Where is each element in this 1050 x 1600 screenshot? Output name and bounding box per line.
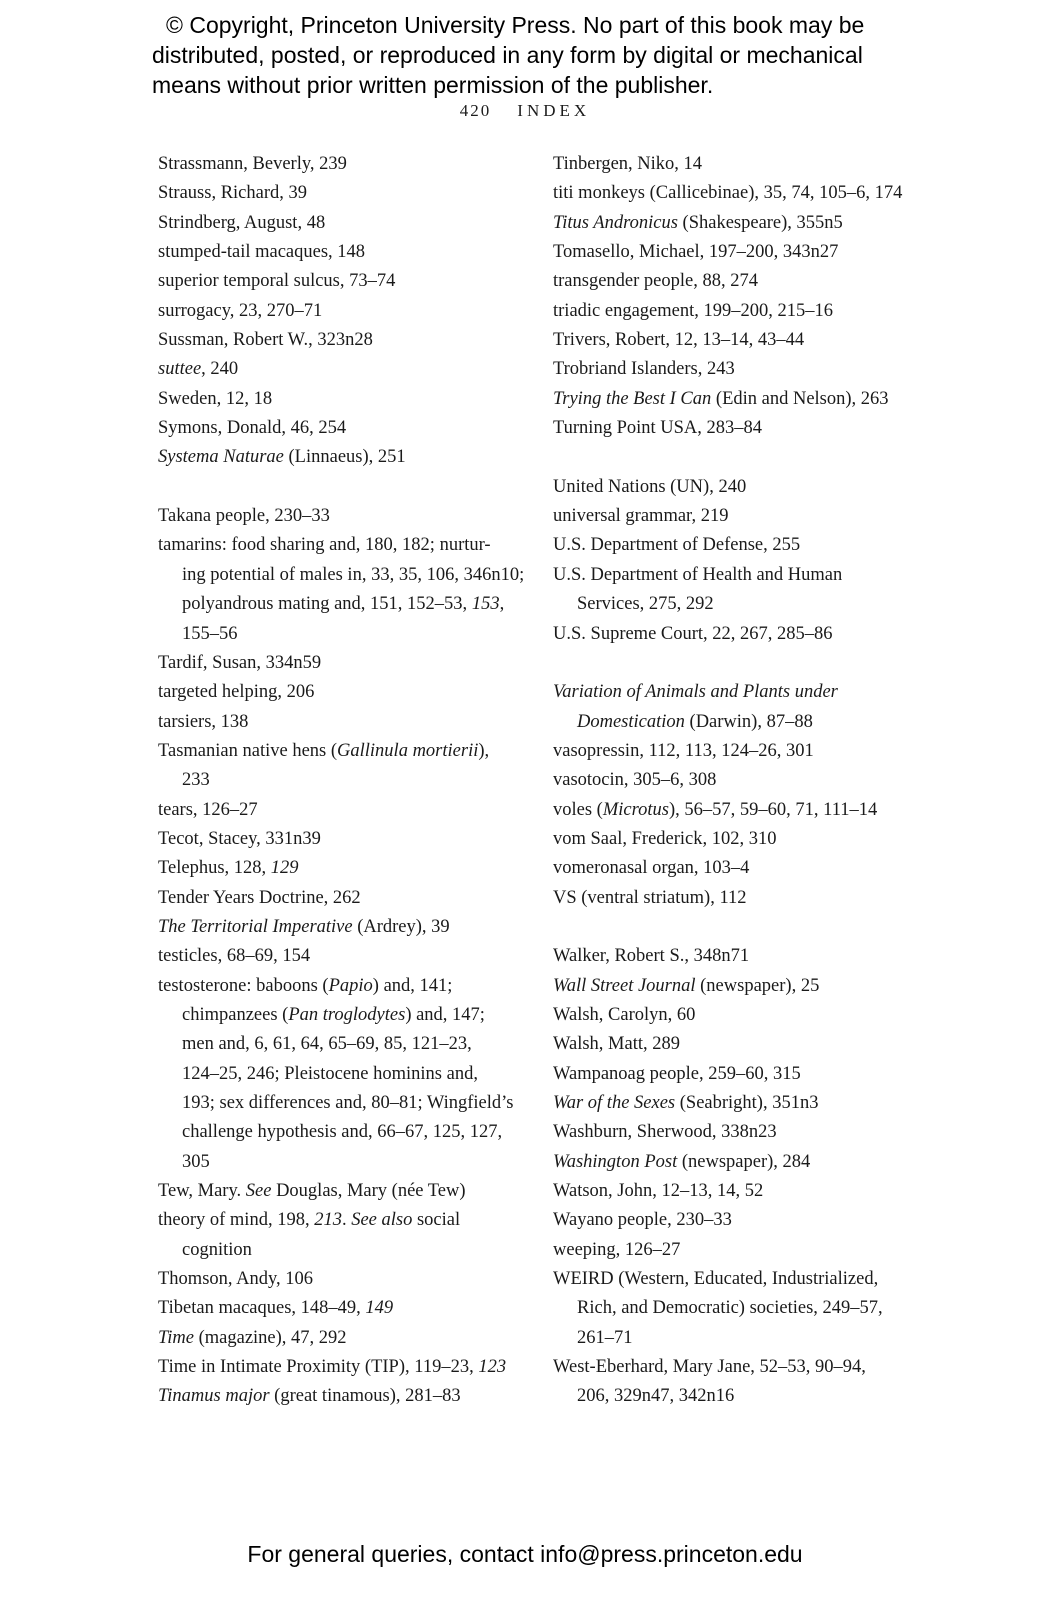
copyright-line-2: distributed, posted, or reproduced in any form by digital or mechanical xyxy=(152,42,863,68)
index-entry-line xyxy=(158,590,550,619)
index-entry-segment: Tibetan macaques, 148–49, xyxy=(158,1298,366,1319)
index-entry-segment: Tender Years Doctrine, 262 xyxy=(158,887,361,908)
index-entry-segment: 124–25, 246; Pleistocene hominins and, xyxy=(182,1063,478,1084)
index-entry-segment: United Nations (UN), 240 xyxy=(553,476,747,497)
index-entry-segment-italic: See also xyxy=(351,1210,413,1231)
index-entry-line xyxy=(553,1030,983,1059)
index-entry-segment: 193; sex differences and, 80–81; Wingfield’s xyxy=(182,1093,514,1113)
index-entry-segment: Trobriand Islanders, 243 xyxy=(553,359,735,380)
index-entry-segment: Takana people, 230–33 xyxy=(158,506,330,527)
index-entry-segment: ) and, 141; xyxy=(372,975,453,996)
index-entry-segment: Walsh, Matt, 289 xyxy=(553,1034,680,1055)
index-entry-line xyxy=(158,355,550,384)
index-entry-segment: Tardif, Susan, 334n59 xyxy=(158,652,322,673)
index-entry-segment: (newspaper), 25 xyxy=(695,975,820,996)
index-entry-segment-italic: The Territorial Imperative xyxy=(158,916,353,937)
index-entry-line xyxy=(158,1353,550,1382)
index-entry-line xyxy=(158,1001,550,1030)
index-entry-segment: Trivers, Robert, 12, 13–14, 43–44 xyxy=(553,330,805,351)
index-entry-line xyxy=(158,708,550,737)
index-entry-segment-italic: Domestication xyxy=(577,711,685,732)
index-entry-line xyxy=(158,414,550,443)
index-entry-segment: challenge hypothesis and, 66–67, 125, 127, xyxy=(182,1122,503,1143)
index-entry-line xyxy=(553,150,983,179)
index-entry-segment: (great tinamous), 281–83 xyxy=(269,1386,461,1407)
index-entry-line xyxy=(158,179,550,208)
index-entry-segment: polyandrous mating and, 151, 152–53, xyxy=(182,594,472,615)
index-entry-line xyxy=(553,1089,983,1118)
index-entry-segment: U.S. Department of Health and Human xyxy=(553,564,843,585)
index-entry-line xyxy=(553,1177,983,1206)
index-entry-line xyxy=(158,766,550,795)
index-entry-segment-italic: 213 xyxy=(314,1210,342,1231)
index-entry-segment-italic: Washington Post xyxy=(553,1151,678,1172)
index-entry-segment-italic: suttee xyxy=(158,359,202,380)
index-entry-line xyxy=(158,1060,550,1089)
index-entry-segment: ) and, 147; xyxy=(405,1004,485,1025)
index-entry-line xyxy=(553,1265,983,1294)
index-entry-segment-italic: Variation of Animals and Plants under xyxy=(553,682,838,703)
index-entry-line xyxy=(158,150,550,179)
index-entry-segment: Tasmanian native hens ( xyxy=(158,740,338,761)
index-entry-segment-italic: War of the Sexes xyxy=(553,1093,676,1113)
index-entry-line xyxy=(158,1324,550,1353)
running-head xyxy=(0,101,1050,121)
index-blank-line xyxy=(553,913,983,942)
index-entry-segment: ing potential of males in, 33, 35, 106, 346n10; xyxy=(182,564,525,585)
index-entry-line xyxy=(158,1177,550,1206)
index-blank-line xyxy=(553,443,983,472)
index-entry-line xyxy=(553,179,983,208)
index-entry-segment: ), 56–57, 59–60, 71, 111–14 xyxy=(668,799,878,820)
index-entry-line xyxy=(158,796,550,825)
index-entry-segment: (newspaper), 284 xyxy=(677,1151,811,1172)
index-entry-segment: 233 xyxy=(182,770,210,791)
index-entry-segment: targeted helping, 206 xyxy=(158,682,315,703)
index-entry-line xyxy=(553,355,983,384)
index-entry-segment: (Shakespeare), 355n5 xyxy=(677,212,843,233)
index-entry-segment: Turning Point USA, 283–84 xyxy=(553,418,763,439)
page-title: INDEX xyxy=(517,101,591,120)
index-entry-line xyxy=(553,414,983,443)
index-entry-line xyxy=(158,1030,550,1059)
index-entry-line xyxy=(553,238,983,267)
index-entry-segment: superior temporal sulcus, 73–74 xyxy=(158,271,396,292)
index-blank-line xyxy=(553,649,983,678)
index-entry-line xyxy=(553,502,983,531)
index-entry-segment: Walker, Robert S., 348n71 xyxy=(553,946,750,967)
index-entry-line xyxy=(553,531,983,560)
index-entry-line xyxy=(158,972,550,1001)
index-entry-line xyxy=(553,766,983,795)
index-entry-segment-italic: Systema Naturae xyxy=(158,447,284,468)
index-entry-segment: 155–56 xyxy=(182,623,238,644)
index-entry-segment: testicles, 68–69, 154 xyxy=(158,946,311,967)
index-entry-line xyxy=(553,1060,983,1089)
index-entry-segment: (magazine), 47, 292 xyxy=(193,1327,347,1348)
index-entry-segment: 206, 329n47, 342n16 xyxy=(577,1386,735,1407)
index-entry-line xyxy=(553,1236,983,1265)
index-entry-line xyxy=(553,620,983,649)
index-entry-segment: . xyxy=(341,1210,352,1231)
index-entry-segment-italic: 149 xyxy=(365,1298,394,1319)
index-entry-segment: Tinbergen, Niko, 14 xyxy=(553,154,703,174)
index-entry-segment: voles ( xyxy=(553,799,603,820)
index-entry-segment: vom Saal, Frederick, 102, 310 xyxy=(553,828,777,849)
index-entry-segment: social xyxy=(412,1210,461,1231)
index-entry-line xyxy=(553,1001,983,1030)
index-entry-line xyxy=(158,1294,550,1323)
index-entry-line xyxy=(553,942,983,971)
index-entry-line xyxy=(553,1118,983,1147)
index-entry-segment: testosterone: baboons ( xyxy=(158,975,329,996)
index-entry-segment-italic: Microtus xyxy=(602,799,669,820)
index-entry-segment: 305 xyxy=(182,1151,210,1172)
index-entry-line xyxy=(158,238,550,267)
index-column-left xyxy=(158,150,550,1412)
index-entry-segment: (Ardrey), 39 xyxy=(352,916,450,937)
index-entry-segment: , xyxy=(499,594,505,615)
index-entry-segment: WEIRD (Western, Educated, Industrialized, xyxy=(553,1269,879,1290)
index-entry-segment: tears, 126–27 xyxy=(158,799,258,820)
index-entry-segment: vasotocin, 305–6, 308 xyxy=(553,770,717,791)
footer-contact: For general queries, contact info@press.princeton.edu xyxy=(247,1541,803,1567)
index-entry-line xyxy=(158,1382,550,1411)
copyright-line-3: means without prior written permission of the publisher. xyxy=(152,72,714,98)
index-entry-segment: Services, 275, 292 xyxy=(577,594,714,615)
index-entry-line xyxy=(553,1294,983,1323)
index-entry-line xyxy=(553,884,983,913)
index-entry-segment-italic: 129 xyxy=(270,858,299,879)
index-entry-line xyxy=(158,854,550,883)
index-entry-line xyxy=(553,385,983,414)
index-entry-line xyxy=(553,561,983,590)
index-entry-segment: (Linnaeus), 251 xyxy=(283,447,406,468)
index-entry-segment: Tomasello, Michael, 197–200, 343n27 xyxy=(553,242,839,263)
page-number: 420 xyxy=(459,101,492,120)
index-entry-segment: Wayano people, 230–33 xyxy=(553,1210,732,1231)
index-entry-line xyxy=(158,267,550,296)
index-entry-line xyxy=(158,1118,550,1147)
index-entry-segment-italic: Gallinula mortierii xyxy=(337,740,479,761)
index-entry-segment: Time in Intimate Proximity (TIP), 119–23, xyxy=(158,1357,479,1378)
index-entry-segment: tamarins: food sharing and, 180, 182; nurtur- xyxy=(158,535,491,556)
copyright-notice xyxy=(152,10,932,100)
index-entry-segment: Strassmann, Beverly, 239 xyxy=(158,154,347,174)
index-entry-segment-italic: Wall Street Journal xyxy=(553,975,696,996)
index-entry-segment: theory of mind, 198, xyxy=(158,1210,315,1231)
index-entry-segment-italic: 123 xyxy=(478,1357,507,1378)
index-entry-line xyxy=(553,854,983,883)
index-entry-line xyxy=(158,385,550,414)
index-entry-line xyxy=(158,502,550,531)
index-entry-line xyxy=(553,297,983,326)
index-entry-line xyxy=(158,942,550,971)
index-entry-segment: 261–71 xyxy=(577,1327,633,1348)
index-entry-line xyxy=(553,825,983,854)
index-entry-segment-italic: Time xyxy=(158,1327,194,1348)
index-entry-line xyxy=(158,297,550,326)
index-entry-line xyxy=(158,531,550,560)
index-entry-line xyxy=(158,1236,550,1265)
index-entry-segment-italic: Trying the Best I Can xyxy=(553,388,712,409)
index-blank-line xyxy=(158,473,550,502)
index-entry-line xyxy=(158,825,550,854)
index-entry-segment: triadic engagement, 199–200, 215–16 xyxy=(553,300,834,321)
index-entry-segment-italic: Tinamus major xyxy=(158,1386,270,1407)
index-entry-segment: Wampanoag people, 259–60, 315 xyxy=(553,1063,801,1084)
index-entry-segment: , 240 xyxy=(201,359,239,380)
index-entry-segment-italic: See xyxy=(245,1181,272,1202)
index-entry-segment: Symons, Donald, 46, 254 xyxy=(158,418,347,439)
index-entry-line xyxy=(158,620,550,649)
index-entry-line xyxy=(553,1353,983,1382)
index-entry-segment-italic: 153 xyxy=(471,594,500,615)
index-entry-segment: universal grammar, 219 xyxy=(553,506,729,527)
index-entry-segment: U.S. Department of Defense, 255 xyxy=(553,535,801,556)
index-entry-line xyxy=(553,1382,983,1411)
index-entry-segment: tarsiers, 138 xyxy=(158,711,249,732)
index-entry-line xyxy=(158,443,550,472)
index-entry-line xyxy=(158,326,550,355)
index-entry-segment: Tew, Mary. xyxy=(158,1181,246,1202)
index-entry-segment: Walsh, Carolyn, 60 xyxy=(553,1004,696,1025)
index-entry-segment-italic: Pan troglodytes xyxy=(288,1004,406,1025)
index-entry-line xyxy=(158,678,550,707)
index-entry-segment: surrogacy, 23, 270–71 xyxy=(158,300,323,321)
index-entry-segment: Watson, John, 12–13, 14, 52 xyxy=(553,1181,764,1202)
index-entry-segment: Washburn, Sherwood, 338n23 xyxy=(553,1122,777,1143)
index-entry-segment: Tecot, Stacey, 331n39 xyxy=(158,828,321,849)
index-entry-segment: cognition xyxy=(182,1239,252,1260)
index-entry-segment: Douglas, Mary (née Tew) xyxy=(271,1181,466,1202)
index-entry-segment: (Seabright), 351n3 xyxy=(675,1093,819,1113)
copyright-line-1: © Copyright, Princeton University Press. No part of this book may be xyxy=(166,12,865,38)
index-entry-line xyxy=(158,1148,550,1177)
index-entry-line xyxy=(158,1089,550,1118)
index-entry-line xyxy=(553,796,983,825)
index-entry-segment: Sweden, 12, 18 xyxy=(158,388,273,409)
index-entry-line xyxy=(158,913,550,942)
index-entry-line xyxy=(553,1324,983,1353)
index-entry-segment: ), xyxy=(478,740,490,761)
index-entry-segment: Telephus, 128, xyxy=(158,858,271,879)
index-entry-segment: vomeronasal organ, 103–4 xyxy=(553,858,750,879)
index-entry-segment: Sussman, Robert W., 323n28 xyxy=(158,330,373,351)
index-entry-line xyxy=(553,473,983,502)
index-entry-segment: (Darwin), 87–88 xyxy=(684,711,813,732)
index-entry-line xyxy=(553,590,983,619)
index-entry-segment: titi monkeys (Callicebinae), 35, 74, 105–6, 174 xyxy=(553,183,903,204)
index-entry-segment: West-Eberhard, Mary Jane, 52–53, 90–94, xyxy=(553,1357,866,1378)
index-entry-line xyxy=(553,737,983,766)
index-entry-line xyxy=(158,884,550,913)
index-entry-segment: Strindberg, August, 48 xyxy=(158,212,326,233)
index-entry-segment: chimpanzees ( xyxy=(182,1004,289,1025)
index-entry-line xyxy=(158,649,550,678)
index-entry-line xyxy=(553,678,983,707)
index-entry-line xyxy=(158,1265,550,1294)
index-column-right xyxy=(553,150,983,1412)
index-entry-line xyxy=(158,561,550,590)
index-entry-segment: VS (ventral striatum), 112 xyxy=(553,887,747,908)
index-entry-segment: men and, 6, 61, 64, 65–69, 85, 121–23, xyxy=(182,1034,472,1055)
index-entry-segment-italic: Titus Andronicus xyxy=(553,212,678,233)
index-entry-segment: Rich, and Democratic) societies, 249–57, xyxy=(577,1298,883,1319)
index-entry-segment: transgender people, 88, 274 xyxy=(553,271,758,292)
index-entry-line xyxy=(158,737,550,766)
index-entry-segment: U.S. Supreme Court, 22, 267, 285–86 xyxy=(553,623,833,644)
index-entry-line xyxy=(158,1206,550,1235)
index-entry-line xyxy=(553,1148,983,1177)
index-entry-line xyxy=(553,326,983,355)
index-entry-line xyxy=(553,1206,983,1235)
index-entry-segment: Strauss, Richard, 39 xyxy=(158,183,308,204)
index-entry-segment: weeping, 126–27 xyxy=(553,1239,681,1260)
index-entry-line xyxy=(158,209,550,238)
index-entry-line xyxy=(553,972,983,1001)
index-entry-segment: stumped-tail macaques, 148 xyxy=(158,242,366,263)
index-entry-segment: (Edin and Nelson), 263 xyxy=(711,388,889,409)
index-entry-line xyxy=(553,209,983,238)
index-entry-segment-italic: Papio xyxy=(328,975,373,996)
index-entry-segment: vasopressin, 112, 113, 124–26, 301 xyxy=(553,740,814,761)
index-entry-line xyxy=(553,708,983,737)
index-entry-segment: Thomson, Andy, 106 xyxy=(158,1269,314,1290)
index-entry-line xyxy=(553,267,983,296)
